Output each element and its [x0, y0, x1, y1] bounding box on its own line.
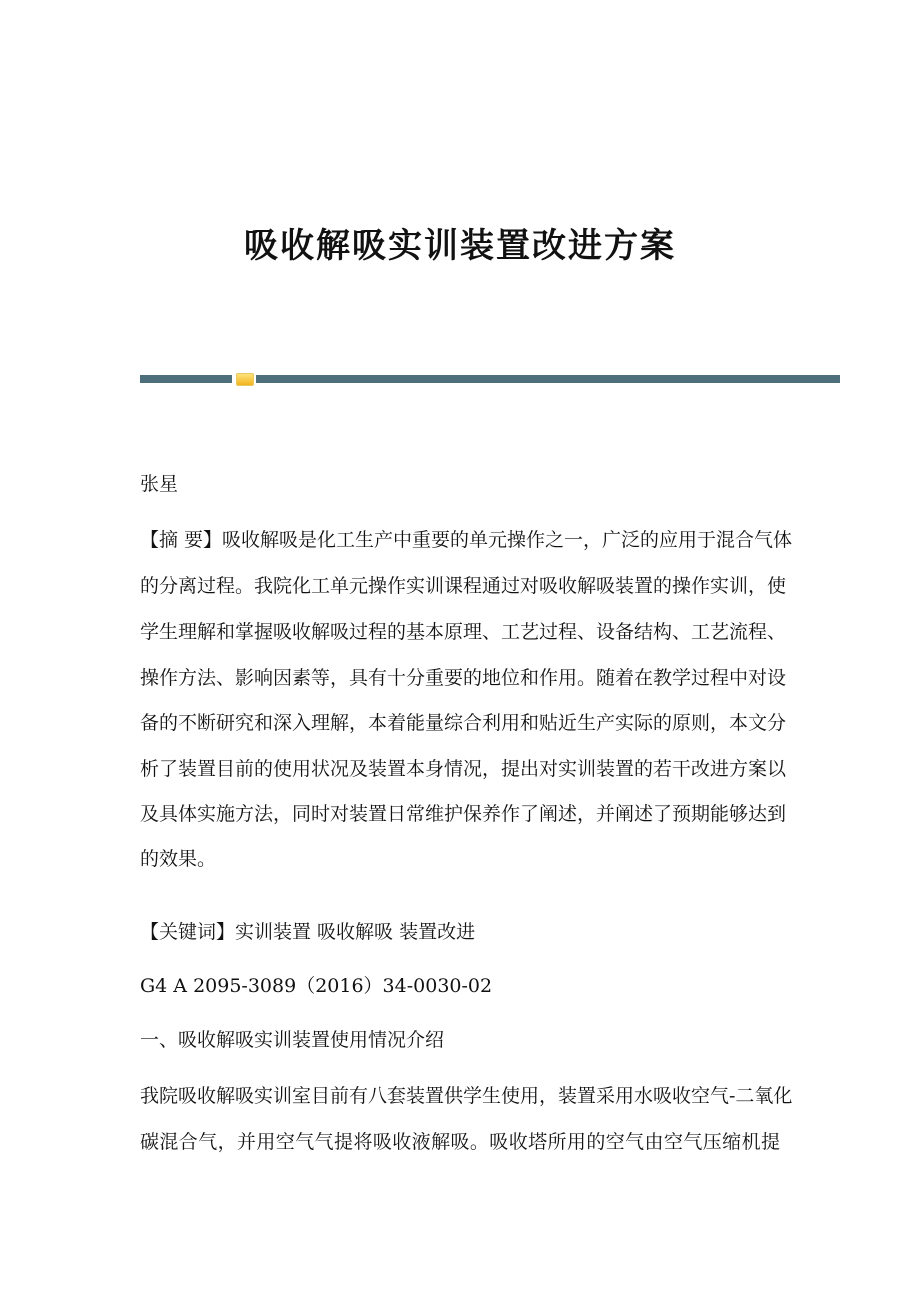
abstract-line: 学生理解和掌握吸收解吸过程的基本原理、工艺过程、设备结构、工艺流程、	[140, 621, 787, 643]
document-title: 吸收解吸实训装置改进方案	[244, 226, 676, 266]
section-heading: 一、吸收解吸实训装置使用情况介绍	[140, 1029, 445, 1051]
body-line: 我院吸收解吸实训室目前有八套装置供学生使用，装置采用水吸收空气-二氧化	[140, 1085, 793, 1107]
author: 张星	[140, 473, 179, 495]
abstract-line: 备的不断研究和深入理解，本着能量综合利用和贴近生产实际的原则，本文分	[140, 712, 787, 734]
abstract-line: 析了装置目前的使用状况及装置本身情况，提出对实训装置的若干改进方案以	[140, 758, 787, 780]
body-line: 碳混合气，并用空气气提将吸收液解吸。吸收塔所用的空气由空气压缩机提	[140, 1131, 780, 1153]
abstract-line: 的效果。	[140, 848, 217, 870]
title-divider-left	[140, 375, 232, 383]
abstract-line: 的分离过程。我院化工单元操作实训课程通过对吸收解吸装置的操作实训，使	[140, 575, 787, 597]
classification-code: G4 A 2095-3089（2016）34-0030-02	[140, 975, 493, 997]
abstract-line: 操作方法、影响因素等，具有十分重要的地位和作用。随着在教学过程中对设	[140, 667, 787, 689]
abstract-line: 及具体实施方法，同时对装置日常维护保养作了阐述，并阐述了预期能够达到	[140, 803, 787, 825]
title-divider-right	[256, 375, 840, 383]
keywords: 【关键词】实训装置 吸收解吸 装置改进	[140, 921, 476, 943]
abstract-line: 【摘 要】吸收解吸是化工生产中重要的单元操作之一，广泛的应用于混合气体	[140, 529, 793, 551]
divider-ornament-icon	[236, 373, 254, 386]
